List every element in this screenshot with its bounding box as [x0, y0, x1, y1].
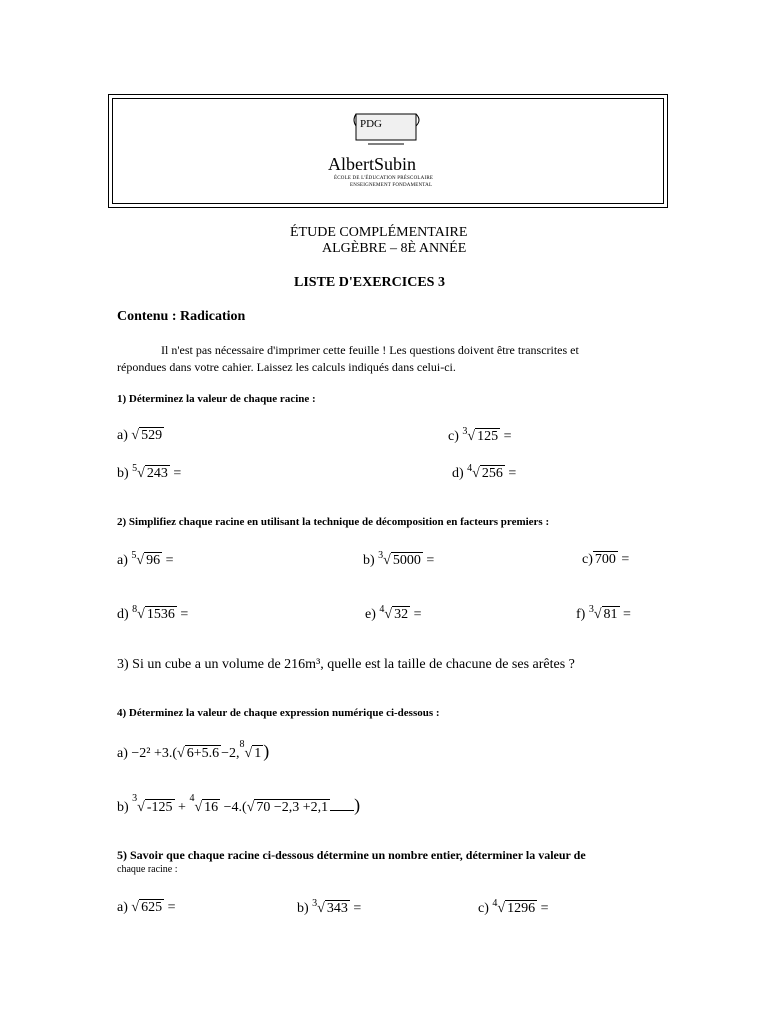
q1-d: d) $^4$√ 256 = — [452, 463, 517, 481]
radicand: 256 — [481, 466, 503, 481]
radicand: 125 — [477, 429, 499, 444]
equals-sign: = — [180, 607, 189, 622]
q1-b: b) $^5$√ 243 = — [117, 463, 182, 481]
root-index: 8 — [239, 739, 245, 750]
root-index: 5 — [131, 550, 137, 561]
equals-sign: = — [623, 607, 631, 622]
root-index: 5 — [132, 463, 138, 474]
item-label: c) — [582, 552, 593, 567]
equals-sign: = — [167, 900, 176, 915]
expr-part: −4.( — [223, 800, 247, 815]
radicand: 96 — [146, 553, 161, 568]
root-index: 3 — [588, 604, 594, 615]
q2-e: e) $^4$√ 32 = — [365, 604, 422, 622]
logo-text: PDG — [360, 118, 383, 130]
equals-sign: = — [540, 901, 549, 916]
root-index: 3 — [378, 550, 384, 561]
q2-d: d) $^8$√ 1536 = — [117, 604, 189, 622]
list-title: LISTE D'EXERCICES 3 — [294, 275, 445, 290]
root-index: 3 — [132, 793, 138, 804]
q3-text: 3) Si un cube a un volume de 216m³, quelle est la taille de chacune de ses arêtes ? — [117, 657, 575, 672]
q1-title: 1) Déterminez la valeur de chaque racine : — [117, 393, 316, 405]
title-line1: ÉTUDE COMPLÉMENTAIRE — [290, 225, 468, 240]
expr-part: ) — [354, 795, 361, 815]
school-line2: ENSEIGNEMENT FONDAMENTAL — [350, 183, 433, 188]
item-label: e) — [365, 607, 376, 622]
q2-c — [582, 552, 629, 568]
equals-sign: = — [353, 901, 362, 916]
q1-a: a) √ 529 — [117, 428, 163, 443]
root-index: 3 — [312, 898, 318, 909]
q5-title: 5) Savoir que chaque racine ci-dessous détermine un nombre entier, déterminer la valeur de — [117, 848, 586, 862]
overline — [330, 810, 354, 811]
q4-a: a) −2² +3.(√ 6+5.6 −2,$^8$√ 1 ) — [117, 739, 270, 761]
item-label: a) — [117, 428, 128, 443]
q5-a: a) √ 625 = — [117, 900, 176, 915]
equals-sign: = — [503, 429, 512, 444]
equals-sign: = — [426, 553, 435, 568]
q5-c: c) $^4$√ 1296 = — [478, 898, 549, 916]
expr-part: −2, — [221, 746, 240, 761]
q2-title: 2) Simplifiez chaque racine en utilisant la technique de décomposition en facteurs premiers : — [117, 516, 550, 528]
item-label: b) — [297, 901, 309, 916]
equals-sign: = — [508, 466, 517, 481]
item-label: b) — [363, 553, 375, 568]
radicand: 5000 — [392, 553, 421, 568]
q5-b: b) $^3$√ 343 = — [297, 898, 362, 916]
radicand: 32 — [394, 607, 409, 622]
q2-b: b) $^3$√ 5000 = — [363, 550, 435, 568]
q5-title2: chaque racine : — [117, 864, 178, 875]
equals-sign: = — [413, 607, 422, 622]
title-line2: ALGÈBRE – 8È ANNÉE — [322, 241, 467, 256]
root-index: 4 — [492, 898, 498, 909]
item-label: a) — [117, 553, 128, 568]
q4-b: b) $^3$√ -125 + $^4$√ 16 −4.(√ 70 −2,3 +2,1 ) — [117, 793, 361, 815]
q4-title: 4) Déterminez la valeur de chaque expression numérique ci-dessous : — [117, 707, 440, 719]
expr-part: ) — [263, 741, 270, 761]
item-label: a) — [117, 900, 128, 915]
root-index: 4 — [467, 463, 473, 474]
radicand: 70 −2,3 +2,1 — [256, 800, 329, 815]
radicand: 243 — [146, 466, 168, 481]
radicand: 625 — [141, 900, 163, 915]
item-label: b) — [117, 800, 129, 815]
root-index: 3 — [462, 426, 468, 437]
radicand: 700 — [594, 552, 616, 567]
root-index: 4 — [379, 604, 385, 615]
item-label: f) — [576, 607, 586, 622]
equals-sign: = — [173, 466, 182, 481]
school-name: AlbertSubin — [328, 154, 416, 174]
expr-part: + — [178, 800, 186, 815]
q2-a: a) $^5$√ 96 = — [117, 550, 174, 568]
radicand: 1296 — [507, 901, 536, 916]
radicand: 343 — [326, 901, 348, 916]
radicand: 6+5.6 — [186, 746, 220, 761]
school-line1: ÉCOLE DE L'ÉDUCATION PRÉSCOLAIRE — [334, 176, 434, 181]
item-label: d) — [452, 466, 464, 481]
radicand: 529 — [141, 428, 163, 443]
item-label: a) — [117, 746, 128, 761]
radicand: -125 — [146, 800, 173, 815]
item-label: d) — [117, 607, 129, 622]
equals-sign: = — [621, 552, 630, 567]
item-label: c) — [448, 429, 459, 444]
item-label: c) — [478, 901, 489, 916]
q2-f: f) $^3$√ 81 = — [576, 604, 631, 622]
intro-line1: Il n'est pas nécessaire d'imprimer cette feuille ! Les questions doivent être transcrites et — [161, 343, 579, 357]
root-index: 4 — [189, 793, 195, 804]
expr-part: −2² +3.( — [131, 746, 178, 761]
radicand: 1 — [254, 746, 262, 761]
equals-sign: = — [165, 553, 174, 568]
root-index: 8 — [132, 604, 138, 615]
intro-line2: répondues dans votre cahier. Laissez les calculs indiqués dans celui-ci. — [117, 360, 456, 374]
radicand: 16 — [204, 800, 219, 815]
item-label: b) — [117, 466, 129, 481]
radicand: 1536 — [146, 607, 175, 622]
q1-c: c) $^3$√ 125 = — [448, 426, 512, 444]
radicand: 81 — [603, 607, 618, 622]
content-label: Contenu : Radication — [117, 309, 246, 324]
